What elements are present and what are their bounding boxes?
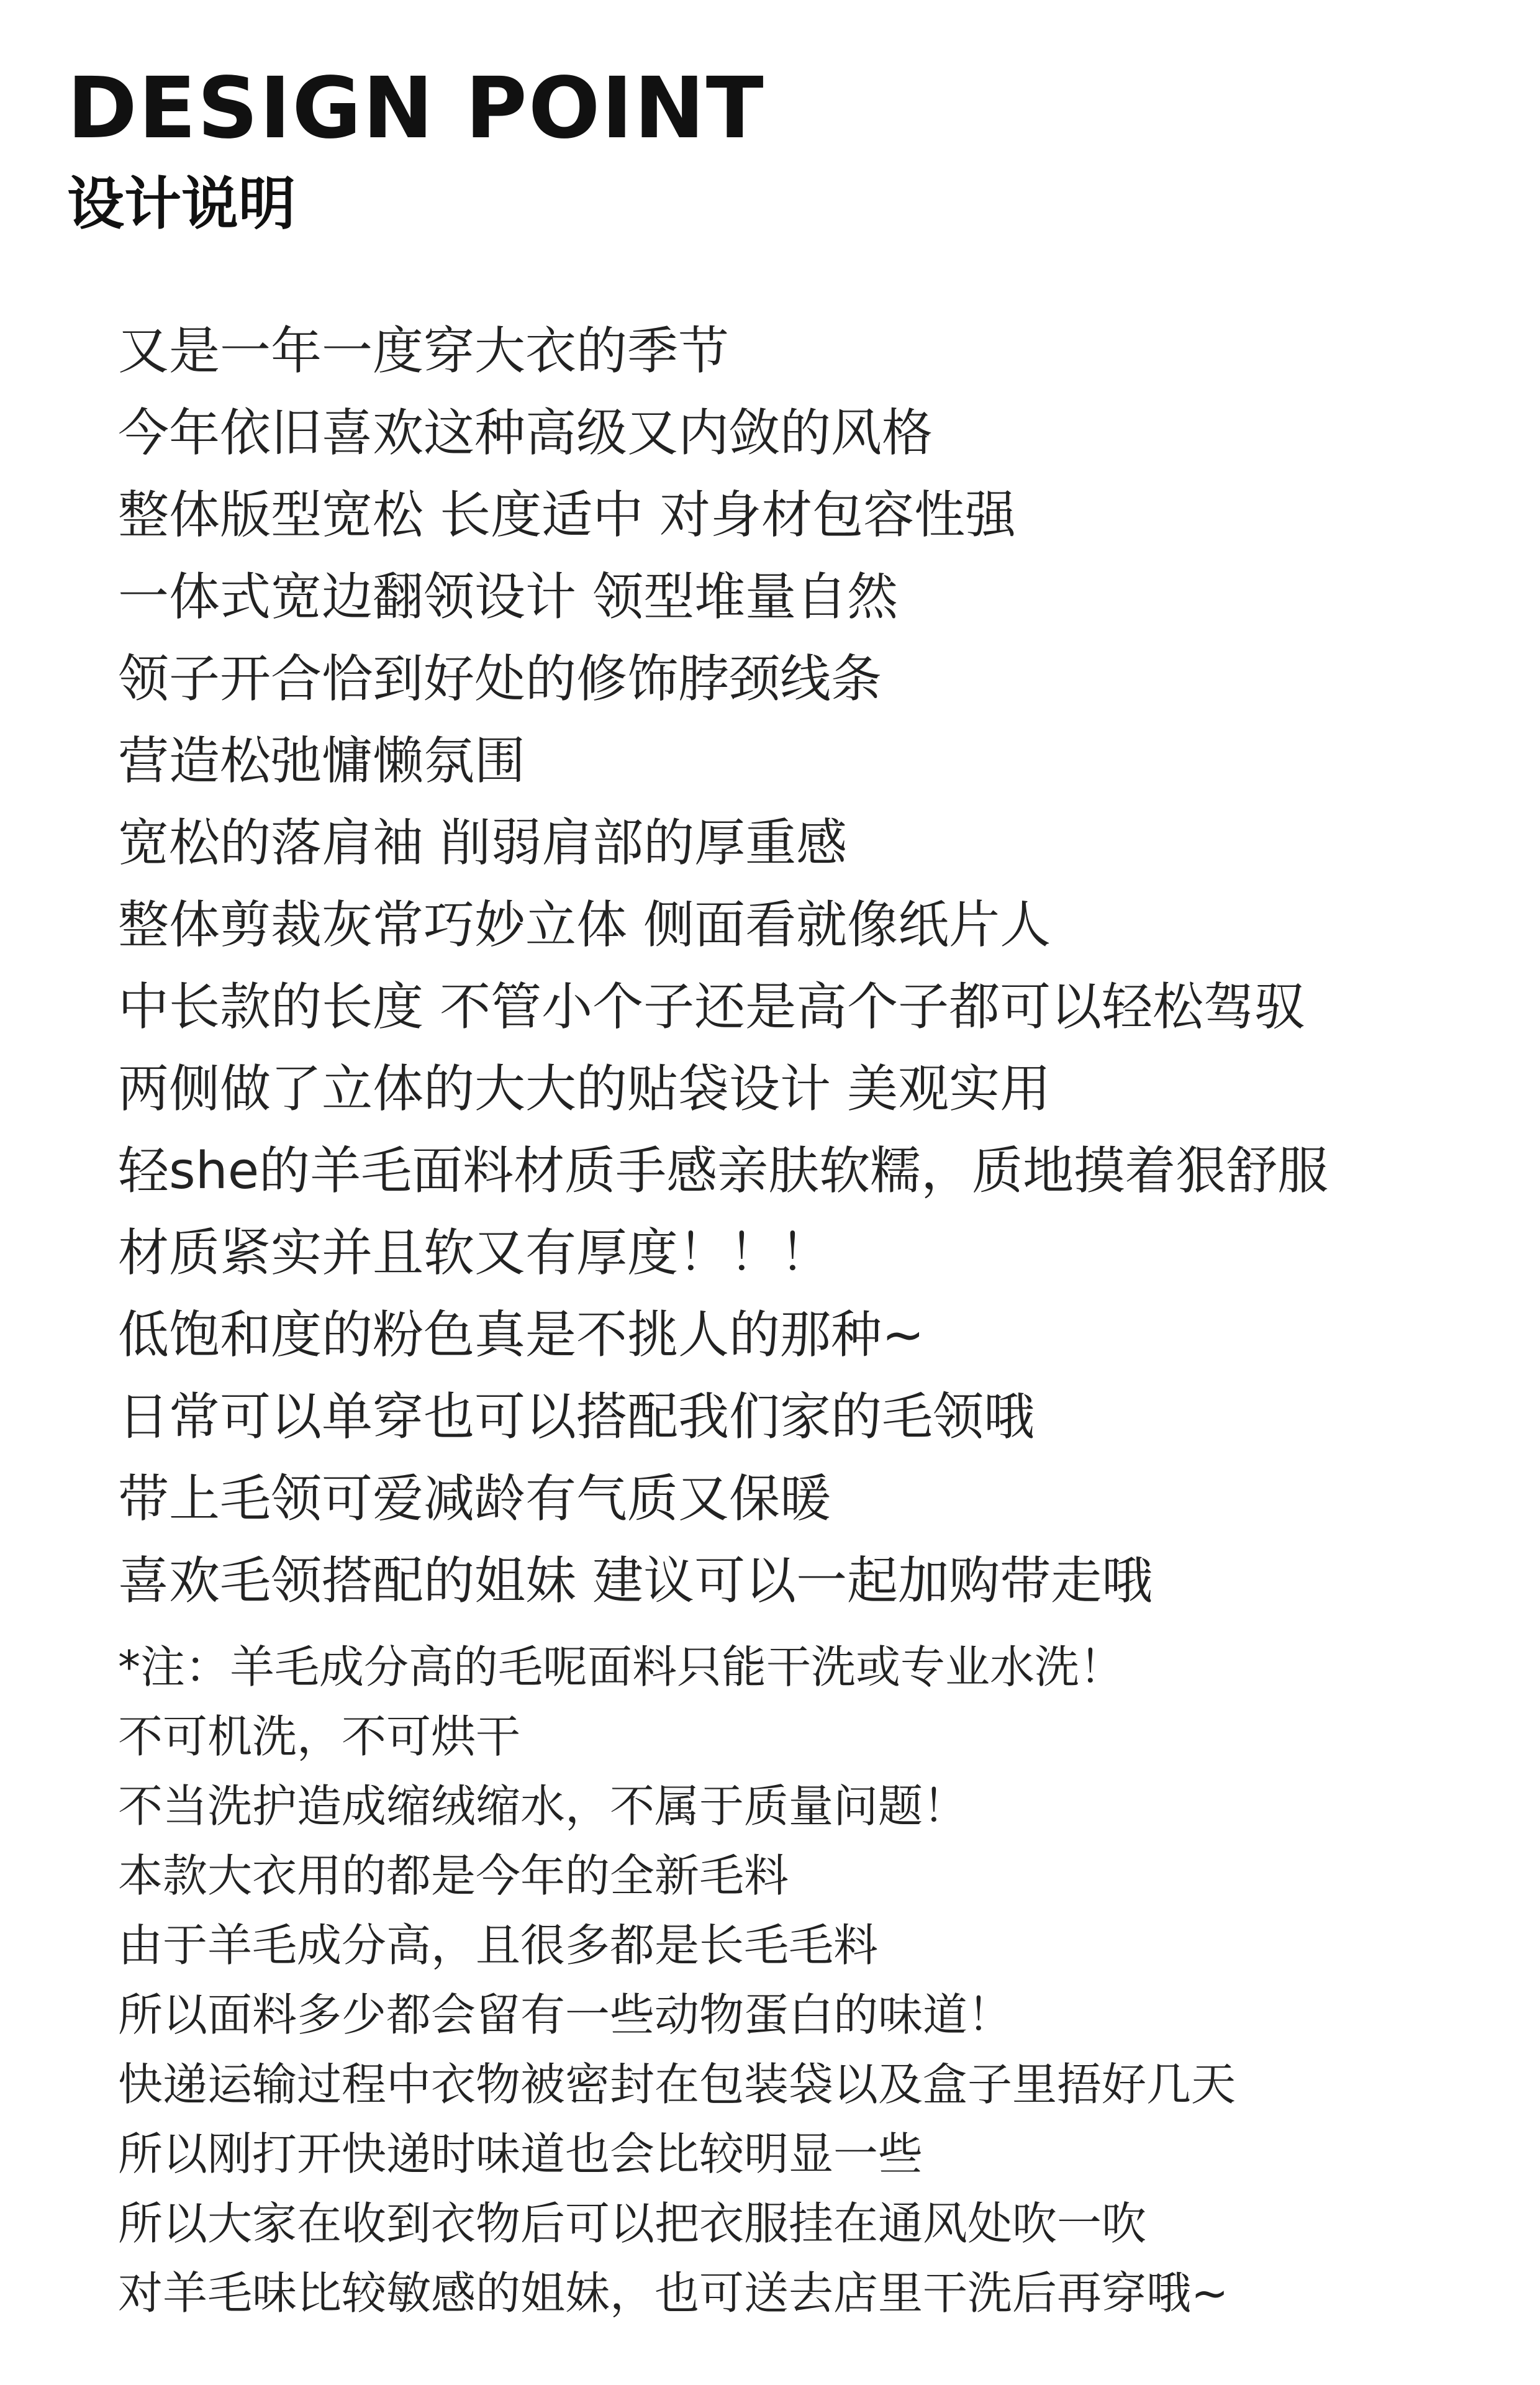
description-line: 中长款的长度 不管小个子还是高个子都可以轻松驾驭 — [118, 978, 1306, 1037]
description-line: 两侧做了立体的大大的贴袋设计 美观实用 — [118, 1060, 1051, 1119]
note-line: 所以刚打开快递时味道也会比较明显一些 — [118, 2128, 923, 2180]
note-line: 快递运输过程中衣物被密封在包装袋以及盒子里捂好几天 — [118, 2058, 1236, 2110]
note-line: 本款大衣用的都是今年的全新毛料 — [118, 1850, 789, 1902]
description-line: 材质紧实并且软又有厚度！！！ — [118, 1224, 831, 1283]
description-line: 带上毛领可爱减龄有气质又保暖 — [118, 1470, 831, 1529]
note-line: 由于羊毛成分高，且很多都是长毛毛料 — [118, 1919, 879, 1971]
description-line: 日常可以单穿也可以搭配我们家的毛领哦 — [118, 1388, 1035, 1447]
note-line: *注：羊毛成分高的毛呢面料只能干洗或专业水洗！ — [118, 1641, 1125, 1693]
description-line: 一体式宽边翻领设计 领型堆量自然 — [118, 568, 899, 627]
description-line: 宽松的落肩袖 削弱肩部的厚重感 — [118, 814, 848, 873]
note-line: 不当洗护造成缩绒缩水，不属于质量问题！ — [118, 1780, 968, 1832]
description-line: 今年依旧喜欢这种高级又内敛的风格 — [118, 404, 933, 463]
description-line: 领子开合恰到好处的修饰脖颈线条 — [118, 650, 882, 709]
description-line: 低饱和度的粉色真是不挑人的那种~ — [118, 1306, 925, 1365]
description-line: 营造松弛慵懒氛围 — [118, 732, 526, 791]
note-line: 不可机洗，不可烘干 — [118, 1710, 521, 1763]
description-line: 轻she的羊毛面料材质手感亲肤软糯，质地摸着狠舒服 — [118, 1142, 1329, 1201]
care-notes-block — [118, 1632, 1521, 2328]
description-line: 整体剪裁灰常巧妙立体 侧面看就像纸片人 — [118, 896, 1051, 955]
description-line: 整体版型宽松 长度适中 对身材包容性强 — [118, 486, 1017, 545]
page-subtitle: 设计说明 — [67, 171, 296, 237]
note-line: 对羊毛味比较敏感的姐妹，也可送去店里干洗后再穿哦~ — [118, 2267, 1229, 2319]
note-line: 所以大家在收到衣物后可以把衣服挂在通风处吹一吹 — [118, 2197, 1147, 2250]
header — [67, 59, 1495, 242]
note-line: 所以面料多少都会留有一些动物蛋白的味道！ — [118, 1989, 1013, 2041]
description-block — [118, 311, 1521, 1622]
description-line: 喜欢毛领搭配的姐妹 建议可以一起加购带走哦 — [118, 1551, 1153, 1610]
page-title: DESIGN POINT — [67, 60, 765, 158]
description-line: 又是一年一度穿大衣的季节 — [118, 322, 730, 381]
